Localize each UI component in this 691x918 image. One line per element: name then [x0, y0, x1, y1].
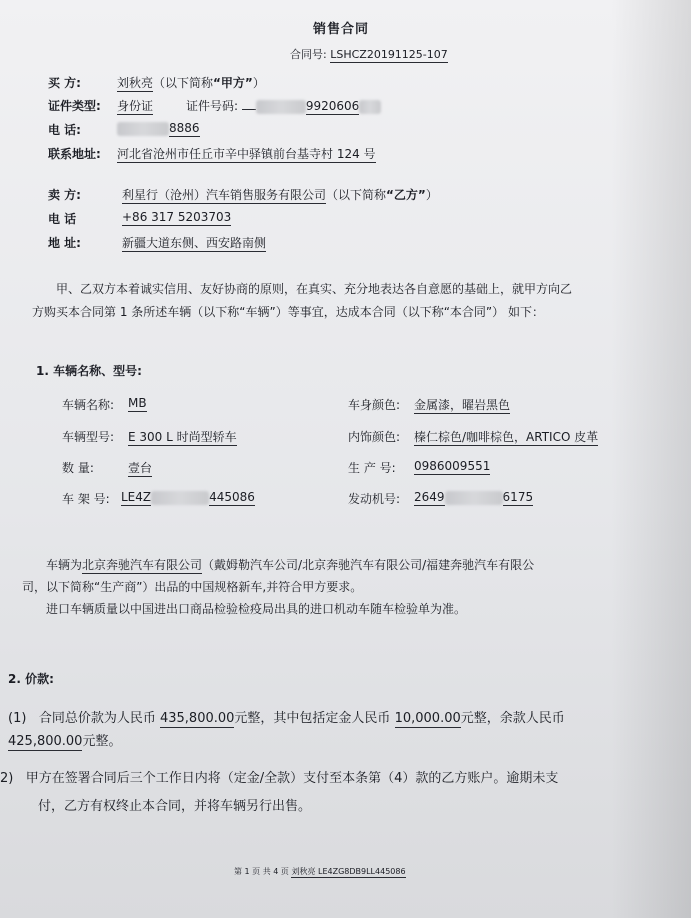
- buyer-phone-label: 电 话:: [48, 123, 81, 137]
- vehicle-model-value: E 300 L 时尚型轿车: [128, 430, 237, 444]
- production-number-value: 0986009551: [414, 459, 491, 473]
- quantity-value: 壹台: [128, 461, 153, 475]
- intro-line-2: 方购买本合同第 1 条所述车辆（以下称“车辆”）等事宜，达成本合同（以下称“本合同”） 如下：: [32, 305, 544, 319]
- buyer-phone-visible: 8886: [169, 121, 200, 135]
- buyer-address-value: 河北省沧州市任丘市辛中驿镇前台基寺村 124 号: [117, 147, 376, 161]
- seller-name: 利星行（沧州）汽车销售服务有限公司: [122, 188, 327, 202]
- payment-clause-2-line-1: [0, 767, 558, 786]
- clause-2-number: 2): [0, 771, 14, 786]
- deposit-amount: 10,000.00: [394, 711, 461, 726]
- seller-alias: “乙方”: [386, 188, 426, 202]
- vehicle-name-label: 车辆名称:: [62, 398, 115, 412]
- buyer-label: 买 方:: [48, 76, 81, 90]
- buyer-name: 刘秋亮: [117, 76, 154, 90]
- section2-heading: 2. 价款:: [8, 672, 54, 686]
- buyer-address-label: 联系地址:: [48, 147, 101, 161]
- intro-line-1: 甲、乙双方本着诚实信用、友好协商的原则，在真实、充分地表达各自意愿的基础上，就甲方向乙: [56, 282, 573, 296]
- payment-clause-1-line-2: [8, 730, 121, 749]
- id-type-label: 证件类型:: [48, 99, 101, 113]
- footer-signature: 刘秋亮 LE4ZG8DB9LL445086: [291, 867, 406, 876]
- id-number-row: [186, 97, 381, 114]
- clause-1-text-b: 元整，其中包括定金人民币: [234, 711, 391, 726]
- seller-address: [122, 234, 266, 251]
- id-type: 身份证: [117, 99, 154, 113]
- buyer-suffix-post: ）: [252, 76, 265, 90]
- contract-number-value: LSHCZ20191125-107: [330, 48, 448, 61]
- seller-address-value: 新疆大道东侧、西安路南侧: [122, 236, 267, 250]
- clause-1-text-a: 合同总价款为人民币: [38, 711, 156, 726]
- vehicle-model-label: 车辆型号:: [62, 430, 115, 444]
- page-title: 销售合同: [313, 22, 370, 37]
- interior-color-label: 内饰颜色:: [348, 430, 401, 444]
- section1-heading: 1. 车辆名称、型号:: [36, 364, 142, 378]
- seller-phone-label: 电 话: [48, 212, 77, 226]
- seller-phone: [122, 210, 231, 224]
- maker-line-1-post: （戴姆勒汽车公司/北京奔驰汽车有限公司/福建奔驰汽车有限公: [202, 558, 535, 572]
- clause-2-text-1: 甲方在签署合同后三个工作日内将（定金/全款）支付至本条第（4）款的乙方账户。逾期未支: [25, 771, 559, 786]
- vin-end: 445086: [209, 490, 255, 504]
- id-number-redaction: [256, 100, 306, 114]
- id-number-redaction-end: [359, 100, 381, 114]
- buyer-address: [117, 145, 376, 162]
- payment-clause-2-line-2: 付，乙方有权终止本合同，并将车辆另行出售。: [38, 799, 312, 814]
- engine-start: 2649: [414, 490, 445, 504]
- vehicle-name-value: MB: [128, 396, 147, 410]
- id-number-visible: 9920606: [305, 99, 360, 113]
- quantity-label: 数 量:: [62, 461, 94, 475]
- production-number-label: 生 产 号:: [348, 461, 396, 475]
- contract-number-label: 合同号:: [290, 48, 327, 61]
- clause-1-text-c: 元整，余款人民币: [460, 711, 565, 726]
- phone-redaction: [117, 122, 169, 136]
- vin: [121, 490, 255, 505]
- page-number: 第 1 页 共 4 页: [234, 867, 289, 876]
- quantity: [128, 459, 152, 476]
- seller-label: 卖 方:: [48, 188, 81, 202]
- vin-label: 车 架 号:: [62, 492, 110, 506]
- vehicle-name: [128, 396, 147, 410]
- buyer-suffix-pre: （以下简称: [153, 76, 214, 90]
- page-shadow: [611, 0, 691, 918]
- maker-line-2: 司，以下简称“生产商”）出品的中国规格新车,并符合甲方要求。: [22, 580, 363, 594]
- vehicle-model: [128, 428, 237, 445]
- maker-line-3: 进口车辆质量以中国进出口商品检验检疫局出具的进口机动车随车检验单为准。: [46, 602, 467, 616]
- production-number: [414, 459, 490, 473]
- seller-suffix-post: ）: [425, 188, 438, 202]
- engine-number-label: 发动机号:: [348, 492, 401, 506]
- vin-start: LE4Z: [121, 490, 152, 504]
- clause-1-number: (1): [8, 711, 27, 726]
- engine-number: [414, 490, 533, 505]
- body-color-label: 车身颜色:: [348, 398, 401, 412]
- id-number-label: 证件号码:: [186, 99, 239, 113]
- balance-amount: 425,800.00: [8, 734, 83, 749]
- buyer-phone-row: [117, 121, 200, 136]
- payment-clause-1-line-1: [8, 707, 565, 726]
- seller-name-row: [122, 186, 438, 203]
- interior-color-value: 榛仁棕色/咖啡棕色，ARTICO 皮革: [414, 430, 599, 444]
- maker-line-1-pre: 车辆为: [46, 558, 83, 572]
- body-color: [414, 396, 510, 413]
- id-type-value: [117, 97, 153, 114]
- vin-redaction: [151, 491, 209, 505]
- seller-suffix-pre: （以下简称: [326, 188, 387, 202]
- page-footer: [234, 866, 406, 877]
- buyer-name-row: [117, 74, 265, 91]
- maker-line-1: [46, 556, 534, 573]
- engine-end: 6175: [502, 490, 534, 504]
- seller-phone-value: +86 317 5203703: [122, 210, 232, 224]
- buyer-alias: “甲方”: [213, 76, 253, 90]
- engine-redaction: [445, 491, 503, 505]
- clause-1-text-d: 元整。: [82, 734, 122, 749]
- body-color-value: 金属漆，曜岩黑色: [414, 398, 511, 412]
- seller-address-label: 地 址:: [48, 236, 81, 250]
- interior-color: [414, 428, 598, 445]
- total-price: 435,800.00: [159, 711, 235, 726]
- contract-number: [290, 46, 448, 62]
- maker-name: 北京奔驰汽车有限公司: [82, 558, 203, 572]
